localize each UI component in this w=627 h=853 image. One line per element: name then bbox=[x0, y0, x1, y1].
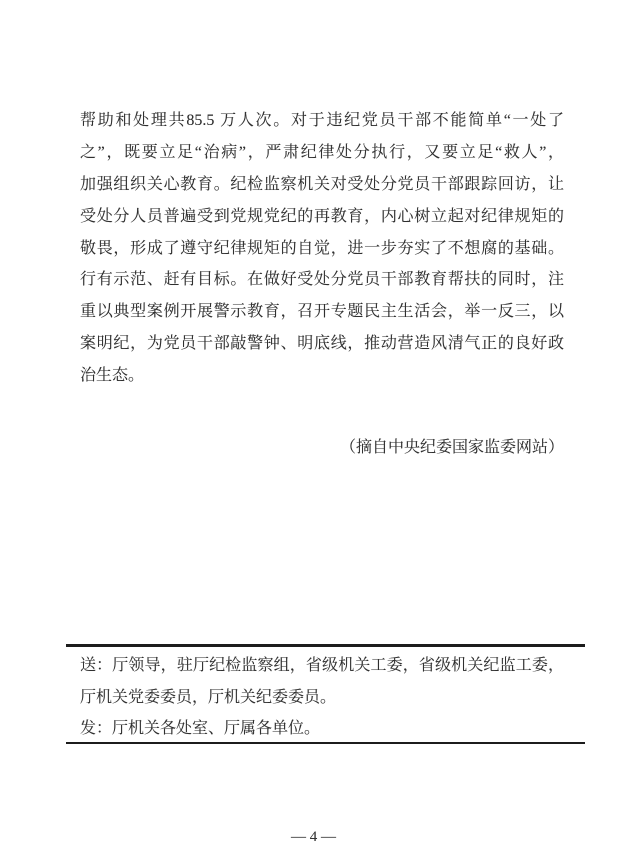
distribution-block bbox=[80, 650, 564, 745]
body-paragraph bbox=[80, 105, 564, 392]
send-list-line-2: 厅机关党委委员，厅机关纪委委员。 bbox=[80, 688, 337, 706]
paragraph-line: 行有示范、赶有目标。在做好受处分党员干部教育帮扶的同时，注 bbox=[80, 271, 564, 289]
send-list-line-1: 送：厅领导，驻厅纪检监察组，省级机关工委，省级机关纪监工委， bbox=[80, 657, 564, 674]
paragraph-line: 帮助和处理共85.5 万人次。对于违纪党员干部不能简单“一处了 bbox=[80, 112, 564, 129]
issue-list-line: 发：厅机关各处室、厅属各单位。 bbox=[80, 720, 321, 737]
paragraph-line: 案明纪，为党员干部敲警钟、明底线，推动营造风清气正的良好政 bbox=[80, 335, 564, 353]
page-number: — 4 — bbox=[291, 829, 336, 845]
attribution-line: （摘自中央纪委国家监委网站） bbox=[339, 439, 564, 456]
paragraph-line: 加强组织关心教育。纪检监察机关对受处分党员干部跟踪回访，让 bbox=[80, 175, 564, 193]
paragraph-line: 治生态。 bbox=[80, 367, 145, 385]
paragraph-line: 敬畏，形成了遵守纪律规矩的自觉，进一步夯实了不想腐的基础。 bbox=[80, 239, 564, 257]
distribution-rule-bottom bbox=[66, 742, 585, 744]
paragraph-line: 受处分人员普遍受到党规党纪的再教育，内心树立起对纪律规矩的 bbox=[80, 207, 564, 225]
paragraph-line: 重以典型案例开展警示教育，召开专题民主生活会，举一反三，以 bbox=[80, 303, 564, 321]
paragraph-line: 之”，既要立足“治病”，严肃纪律处分执行，又要立足“救人”， bbox=[80, 143, 564, 161]
distribution-rule-top bbox=[66, 644, 585, 647]
